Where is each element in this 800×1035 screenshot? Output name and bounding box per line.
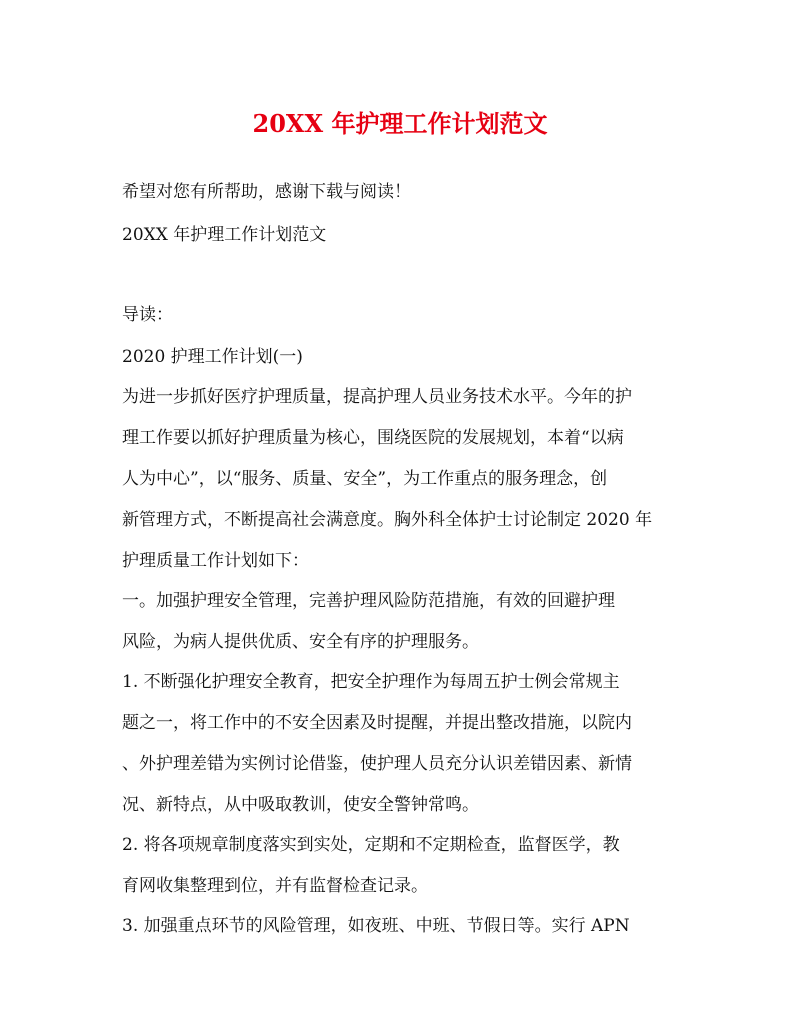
paragraph-line: 理工作要以抓好护理质量为核心，围绕医院的发展规划，本着“以病 xyxy=(122,428,624,448)
guide-label: 导读： xyxy=(122,305,173,325)
point-line: 一。加强护理安全管理，完善护理风险防范措施，有效的回避护理 xyxy=(122,591,615,611)
subtitle-text: 20XX 年护理工作计划范文 xyxy=(122,225,327,245)
item-line: 3. 加强重点环节的风险管理，如夜班、中班、节假日等。实行 APN xyxy=(122,916,630,936)
point-line: 风险，为病人提供优质、安全有序的护理服务。 xyxy=(122,632,479,652)
item-line: 况、新特点，从中吸取教训，使安全警钟常鸣。 xyxy=(122,795,479,815)
paragraph-line: 为进一步抓好医疗护理质量，提高护理人员业务技术水平。今年的护 xyxy=(122,387,632,407)
section-heading: 2020 护理工作计划(一) xyxy=(122,347,303,367)
item-line: 1. 不断强化护理安全教育，把安全护理作为每周五护士例会常规主 xyxy=(122,672,620,692)
item-line: 、外护理差错为实例讨论借鉴，使护理人员充分认识差错因素、新情 xyxy=(122,754,632,774)
document-title: 20XX 年护理工作计划范文 xyxy=(252,109,548,138)
item-line: 育网收集整理到位，并有监督检查记录。 xyxy=(122,876,428,896)
paragraph-line: 护理质量工作计划如下： xyxy=(122,551,309,571)
paragraph-line: 人为中心”，以“服务、质量、安全”，为工作重点的服务理念，创 xyxy=(122,469,608,489)
item-line: 题之一，将工作中的不安全因素及时提醒，并提出整改措施，以院内 xyxy=(122,713,632,733)
intro-text: 希望对您有所帮助，感谢下载与阅读！ xyxy=(122,182,411,202)
paragraph-line: 新管理方式，不断提高社会满意度。胸外科全体护士讨论制定 2020 年 xyxy=(122,510,653,530)
item-line: 2. 将各项规章制度落实到实处，定期和不定期检查，监督医学，教 xyxy=(122,835,620,855)
